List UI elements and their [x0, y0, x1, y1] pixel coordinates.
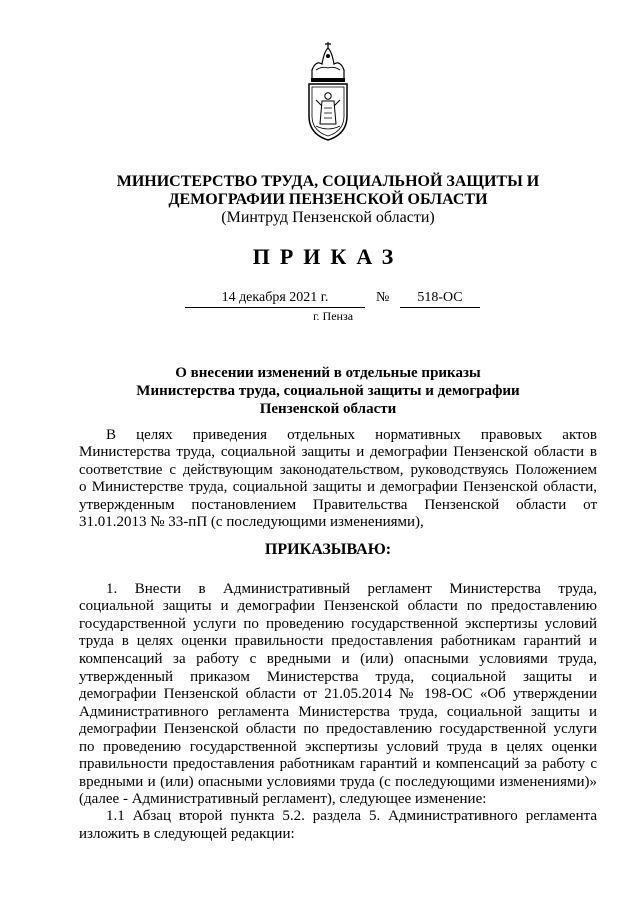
item1-line: правильности предоставления работникам гарантий и компенсаций за работу с	[79, 756, 597, 772]
preamble-line: соответствие с действующим законодательством, руководствуясь Положением	[79, 462, 597, 478]
preamble-line: утвержденным постановлением Правительства Пензенской области от	[79, 497, 597, 513]
number-sign: №	[376, 290, 390, 305]
order-number: 518-ОС	[400, 290, 480, 308]
item11-line: 1.1 Абзац второй пункта 5.2. раздела 5. Административного регламента	[106, 808, 597, 824]
ministry-name-line-1: МИНИСТЕРСТВО ТРУДА, СОЦИАЛЬНОЙ ЗАЩИТЫ И	[116, 173, 540, 190]
item1-line: Административного регламента Министерства труда, социальной защиты и	[79, 704, 597, 720]
preamble-line: В целях приведения отдельных нормативных правовых актов	[106, 427, 597, 443]
item1-line: труда в целях оценки правильности предоставления работникам гарантий и	[79, 633, 597, 649]
ministry-short-name: (Минтруд Пензенской области)	[221, 209, 435, 226]
subject-line-2: Министерства труда, социальной защиты и демографии	[136, 383, 520, 399]
item11-line: изложить в следующей редакции:	[79, 826, 295, 842]
item1-line: демографии Пензенской области от 21.05.2014 № 198-ОС «Об утверждении	[79, 686, 597, 702]
item1-line: (далее - Административный регламент), следующее изменение:	[79, 791, 487, 807]
item1-line: 1. Внести в Административный регламент Министерства труда,	[106, 581, 597, 597]
document-type-title: ПРИКАЗ	[252, 244, 404, 269]
ministry-name-line-2: ДЕМОГРАФИИ ПЕНЗЕНСКОЙ ОБЛАСТИ	[168, 191, 488, 208]
penza-coat-of-arms-icon	[302, 40, 354, 142]
item1-line: по проведению государственной экспертизы условий труда в целях оценки	[79, 739, 597, 755]
decree-heading: ПРИКАЗЫВАЮ:	[264, 541, 392, 558]
preamble-line: о Министерстве труда, социальной защиты и демографии Пензенской области,	[79, 479, 597, 495]
preamble-line: Министерства труда, социальной защиты и демографии Пензенской области в	[79, 444, 597, 460]
item1-line: утвержденный приказом Министерства труда, социальной защиты и	[79, 669, 597, 685]
item1-line: социальной защиты и демографии Пензенской области по предоставлению	[79, 598, 597, 614]
item1-line: государственной услуги по проведению государственной экспертизы условий	[79, 616, 597, 632]
item1-line: демографии Пензенской области по предоставлению государственной услуги	[79, 721, 597, 737]
item1-line: компенсаций за работу с вредными и (или) опасными условиями труда,	[79, 651, 597, 667]
order-date: 14 декабря 2021 г.	[185, 290, 365, 308]
preamble-line: 31.01.2013 № 33-пП (с последующими изменениями),	[79, 514, 424, 530]
city: г. Пенза	[312, 309, 354, 323]
item1-line: вредными и (или) опасными условиями труда (с последующими изменениями)»	[79, 774, 597, 790]
subject-line-1: О внесении изменений в отдельные приказы	[175, 365, 481, 381]
subject-line-3: Пензенской области	[259, 401, 397, 417]
